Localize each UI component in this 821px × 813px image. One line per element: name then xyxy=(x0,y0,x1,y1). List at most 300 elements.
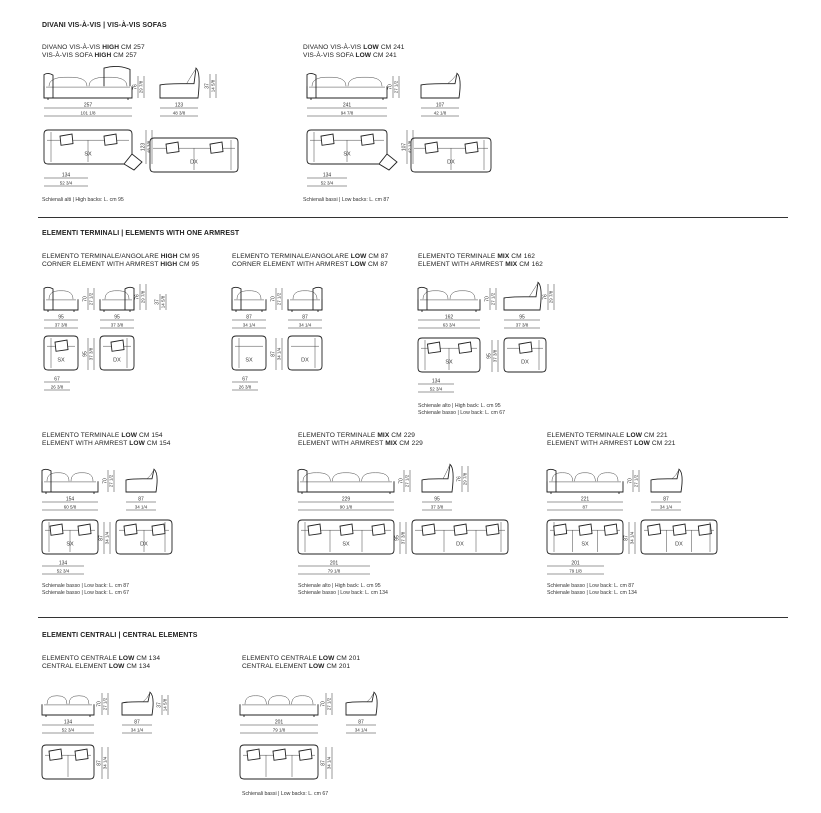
plan-view xyxy=(42,520,98,554)
dimension-value: 70 xyxy=(627,478,634,484)
dimension-inches: 14 5/8 xyxy=(160,295,166,309)
dimension-value: 37 xyxy=(204,83,211,89)
dimension-value: 67 xyxy=(242,376,248,383)
dimension-inches: 14 5/8 xyxy=(162,698,168,712)
dimension-value: 229 xyxy=(341,496,351,503)
dimension-value: 134 xyxy=(58,560,68,567)
pillow xyxy=(554,524,567,535)
side-label: SX xyxy=(343,151,351,158)
sofa-outline xyxy=(42,704,94,715)
side-label: SX xyxy=(581,541,589,548)
pillow xyxy=(454,524,467,535)
back-cushion xyxy=(187,70,195,84)
dimension-value: 70 xyxy=(270,296,277,302)
title-it: DIVANO VIS-À-VIS HIGH CM 257 xyxy=(42,44,145,51)
pillow xyxy=(308,524,321,535)
side-label: DX xyxy=(521,359,529,366)
dimension-value: 95 xyxy=(82,351,89,357)
plan-view xyxy=(418,338,480,372)
pillow xyxy=(579,524,592,535)
note-line: Schienale alto | High back: L. cm 95 xyxy=(298,583,381,589)
dimension-inches: 52 3/4 xyxy=(59,180,73,186)
dimension-inches: 34 1/4 xyxy=(102,756,108,770)
back-cushion xyxy=(268,696,289,704)
dimension-inches: 29 7/8 xyxy=(548,290,554,304)
dimension-value: 95 xyxy=(114,314,120,321)
back-cushion xyxy=(552,473,573,481)
dimension-value: 95 xyxy=(58,314,64,321)
plan-view xyxy=(641,520,717,554)
dimension-value: 134 xyxy=(431,378,441,385)
dimension-value: 76 xyxy=(132,84,139,90)
armrest xyxy=(313,287,322,310)
pillow xyxy=(75,749,88,760)
pillow xyxy=(648,524,661,535)
note-line: Schienale basso | Low back: L. cm 87 xyxy=(547,583,634,589)
dimension-value: 107 xyxy=(401,142,408,152)
pillow xyxy=(361,134,374,145)
product-notes xyxy=(547,583,637,597)
front-view xyxy=(100,287,134,312)
dimension-inches: 27 1/2 xyxy=(276,292,282,306)
dimension-inches: 48 3/8 xyxy=(172,110,186,116)
title-en: ELEMENT WITH ARMREST MIX CM 229 xyxy=(298,440,423,447)
front-view xyxy=(547,469,623,494)
plan-view xyxy=(150,138,238,172)
side-view xyxy=(651,469,682,492)
sofa-outline xyxy=(232,299,266,310)
back-cushion xyxy=(450,291,475,299)
front-view xyxy=(44,66,132,100)
note-line: Schienale basso | Low back: L. cm 67 xyxy=(418,410,505,416)
dimension-value: 37 xyxy=(156,702,163,708)
dimension-inches: 79 1/8 xyxy=(327,568,341,574)
title-it: ELEMENTO TERMINALE LOW CM 221 xyxy=(547,432,668,439)
back-cushion xyxy=(332,473,359,481)
dimension-value: 87 xyxy=(98,535,105,541)
dimension-inches: 27 1/2 xyxy=(404,474,410,488)
side-label: SX xyxy=(245,357,253,364)
drawing xyxy=(40,685,190,795)
pillow xyxy=(49,749,62,760)
title-it: ELEMENTO TERMINALE/ANGOLARE LOW CM 87 xyxy=(232,253,389,260)
drawing xyxy=(303,66,518,211)
dimension-value: 257 xyxy=(83,102,93,109)
dimension-value: 87 xyxy=(270,351,277,357)
side-view xyxy=(504,282,541,310)
pillow xyxy=(78,524,91,535)
pillow xyxy=(124,154,142,170)
back-cushion xyxy=(245,696,266,704)
back-cushion xyxy=(71,473,93,481)
front-view xyxy=(42,469,98,494)
dimension-inches: 37 3/8 xyxy=(88,347,94,361)
armrest xyxy=(298,469,307,492)
dimension-value: 70 xyxy=(320,701,327,707)
dimension-value: 87 xyxy=(358,719,364,726)
back-cushion xyxy=(292,696,313,704)
dimension-inches: 34 1/4 xyxy=(276,347,282,361)
product-notes xyxy=(42,583,129,597)
pillow xyxy=(459,342,472,353)
sofa-outline xyxy=(288,299,322,310)
dimension-value: 87 xyxy=(246,314,252,321)
product-notes xyxy=(298,583,388,597)
product-title xyxy=(242,655,360,671)
plan-view xyxy=(42,745,94,779)
dimension-inches: 37 3/8 xyxy=(515,322,529,328)
side-label: DX xyxy=(113,357,121,364)
dimension-value: 154 xyxy=(65,496,75,503)
side-label: SX xyxy=(66,541,74,548)
title-en: ELEMENT WITH ARMREST LOW CM 221 xyxy=(547,440,676,447)
side-label: SX xyxy=(445,359,453,366)
high-back xyxy=(104,66,130,86)
dimension-value: 95 xyxy=(519,314,525,321)
plan-view xyxy=(298,520,394,554)
note-line: Schienale basso | Low back: L. cm 134 xyxy=(547,590,637,596)
pillow xyxy=(486,524,499,535)
plan-view xyxy=(288,336,322,370)
sofa-outline xyxy=(100,299,134,310)
side-profile xyxy=(422,464,453,492)
note-line: Schienale basso | Low back: L. cm 67 xyxy=(42,590,129,596)
drawing xyxy=(40,462,190,602)
dimension-inches: 37 3/8 xyxy=(54,322,68,328)
pillow xyxy=(50,524,63,535)
dimension-value: 70 xyxy=(387,84,394,90)
dimension-inches: 52 3/4 xyxy=(429,386,443,392)
section-title-vis: DIVANI VIS-À-VIS | VIS-À-VIS SOFAS xyxy=(42,22,167,29)
dimension-value: 134 xyxy=(61,172,71,179)
dimension-inches: 101 1/8 xyxy=(80,110,96,116)
dimension-value: 95 xyxy=(394,535,401,541)
armrest xyxy=(418,287,427,310)
dimension-value: 241 xyxy=(342,102,352,109)
front-view xyxy=(240,696,318,717)
title-en: CENTRAL ELEMENT LOW CM 134 xyxy=(42,663,151,670)
sofa-outline xyxy=(298,481,394,492)
front-view xyxy=(298,469,394,494)
dimension-value: 123 xyxy=(174,102,184,109)
armrest xyxy=(125,287,134,310)
side-label: DX xyxy=(675,541,683,548)
dimension-inches: 34 1/4 xyxy=(134,504,148,510)
dimension-inches: 52 3/4 xyxy=(320,180,334,186)
dimension-value: 37 xyxy=(154,299,161,305)
pillow xyxy=(422,524,435,535)
product-title xyxy=(42,432,171,448)
divider xyxy=(38,217,788,218)
side-label: DX xyxy=(456,541,464,548)
pillow xyxy=(428,342,441,353)
product-title xyxy=(232,253,388,269)
armrest xyxy=(44,287,53,310)
drawing xyxy=(296,462,496,602)
back-cushion xyxy=(348,77,382,86)
back-cushion xyxy=(89,77,127,86)
dimension-inches: 27 1/2 xyxy=(326,697,332,711)
dimension-value: 87 xyxy=(302,314,308,321)
drawing xyxy=(416,280,576,400)
dimension-value: 134 xyxy=(63,719,73,726)
back-cushion xyxy=(575,473,596,481)
dimension-inches: 27 1/2 xyxy=(88,292,94,306)
pillow xyxy=(166,142,179,153)
plan-view xyxy=(547,520,623,554)
product-title xyxy=(298,432,423,448)
dimension-value: 134 xyxy=(322,172,332,179)
title-it: ELEMENTO CENTRALE LOW CM 134 xyxy=(42,655,161,662)
side-label: SX xyxy=(57,357,65,364)
back-cushion xyxy=(47,473,69,481)
product-title xyxy=(42,44,145,60)
dimension-value: 67 xyxy=(54,376,60,383)
dimension-inches: 60 5/8 xyxy=(63,504,77,510)
note-line: Schienali bassi | Low backs: L. cm 67 xyxy=(242,791,329,797)
back-cushion xyxy=(362,473,389,481)
plan-view xyxy=(100,336,134,370)
dimension-inches: 79 1/8 xyxy=(272,727,286,733)
dimension-value: 70 xyxy=(82,296,89,302)
dimension-value: 70 xyxy=(484,296,491,302)
dimension-value: 76 xyxy=(456,476,463,482)
side-view xyxy=(421,73,460,98)
plan-view xyxy=(44,130,132,164)
drawing xyxy=(228,280,358,400)
armrest xyxy=(44,73,53,98)
dimension-inches: 42 1/8 xyxy=(407,140,413,154)
dimension-inches: 27 1/2 xyxy=(102,697,108,711)
plan-view xyxy=(411,138,491,172)
front-view xyxy=(44,287,78,312)
dimension-value: 87 xyxy=(663,496,669,503)
side-label: DX xyxy=(447,159,455,166)
pillow xyxy=(55,340,68,351)
dimension-inches: 29 7/8 xyxy=(140,290,146,304)
side-label: DX xyxy=(140,541,148,548)
product-title xyxy=(547,432,676,448)
note-line: Schienale basso | Low back: L. cm 87 xyxy=(42,583,129,589)
dimension-inches: 42 1/8 xyxy=(433,110,447,116)
front-view xyxy=(42,696,94,717)
product-title xyxy=(42,253,199,269)
drawing xyxy=(40,66,240,211)
pillow xyxy=(210,142,223,153)
dimension-value: 87 xyxy=(623,535,630,541)
plan-view xyxy=(240,745,318,779)
front-view xyxy=(418,287,480,312)
pillow xyxy=(273,749,286,760)
front-view xyxy=(288,287,322,312)
dimension-inches: 37 3/8 xyxy=(110,322,124,328)
dimension-inches: 14 5/8 xyxy=(210,79,216,93)
side-label: DX xyxy=(301,357,309,364)
plan-view xyxy=(504,338,546,372)
dimension-inches: 52 3/4 xyxy=(61,727,75,733)
pillow xyxy=(247,749,260,760)
drawing xyxy=(238,685,388,795)
dimension-inches: 52 3/4 xyxy=(56,568,70,574)
dimension-value: 87 xyxy=(134,719,140,726)
pillow xyxy=(60,134,73,145)
dimension-inches: 26 3/8 xyxy=(50,384,64,390)
dimension-value: 201 xyxy=(274,719,284,726)
pillow xyxy=(111,340,124,351)
front-view xyxy=(307,73,387,100)
side-view xyxy=(160,68,199,98)
plan-view xyxy=(232,336,266,370)
title-it: ELEMENTO TERMINALE MIX CM 162 xyxy=(418,253,535,260)
sofa-outline xyxy=(307,86,387,98)
title-en: ELEMENT WITH ARMREST MIX CM 162 xyxy=(418,261,543,268)
armrest xyxy=(42,469,51,492)
plan-outline xyxy=(288,336,322,370)
dimension-inches: 34 1/4 xyxy=(354,727,368,733)
armrest xyxy=(232,287,241,310)
back-cushion xyxy=(597,473,618,481)
side-view xyxy=(422,464,453,492)
back-cushion xyxy=(448,75,456,83)
product-notes xyxy=(303,197,389,204)
product-notes xyxy=(42,197,124,204)
title-en: CENTRAL ELEMENT LOW CM 201 xyxy=(242,663,351,670)
dimension-value: 76 xyxy=(542,294,549,300)
sofa-outline xyxy=(547,481,623,492)
note-line: Schienale alto | High back: L. cm 95 xyxy=(418,403,501,409)
drawing xyxy=(545,462,705,602)
pillow xyxy=(465,142,478,153)
side-view xyxy=(122,692,153,715)
dimension-value: 70 xyxy=(96,701,103,707)
title-it: DIVANO VIS-À-VIS LOW CM 241 xyxy=(303,44,405,51)
dimension-value: 87 xyxy=(138,496,144,503)
pillow xyxy=(152,524,165,535)
title-it: ELEMENTO TERMINALE LOW CM 154 xyxy=(42,432,163,439)
dimension-inches: 34 1/4 xyxy=(104,531,110,545)
dimension-value: 70 xyxy=(398,478,405,484)
drawing xyxy=(40,280,190,400)
dimension-inches: 37 3/8 xyxy=(400,531,406,545)
product-notes xyxy=(418,403,505,417)
pillow xyxy=(299,749,312,760)
plan-view xyxy=(412,520,508,554)
sofa-outline xyxy=(44,299,78,310)
pillow xyxy=(698,524,711,535)
side-view xyxy=(346,692,377,715)
armrest xyxy=(307,73,316,98)
back-cushion xyxy=(69,696,89,704)
pillow xyxy=(104,134,117,145)
dimension-inches: 34 1/4 xyxy=(298,322,312,328)
product-title xyxy=(303,44,405,60)
dimension-value: 76 xyxy=(134,294,141,300)
section-title-central: ELEMENTI CENTRALI | CENTRAL ELEMENTS xyxy=(42,632,198,639)
dimension-inches: 29 7/8 xyxy=(462,472,468,486)
section-title-terminal: ELEMENTI TERMINALI | ELEMENTS WITH ONE ARMREST xyxy=(42,230,240,237)
title-en: CORNER ELEMENT WITH ARMREST LOW CM 87 xyxy=(232,261,388,268)
pillow xyxy=(372,524,385,535)
note-line: Schienali bassi | Low backs: L. cm 87 xyxy=(303,197,390,203)
side-view xyxy=(126,469,157,492)
sofa-outline xyxy=(44,86,132,98)
side-profile xyxy=(421,73,460,98)
dimension-inches: 79 1/8 xyxy=(569,568,582,574)
dimension-value: 95 xyxy=(434,496,440,503)
dimension-value: 123 xyxy=(140,142,147,152)
dimension-inches: 34 1/4 xyxy=(242,322,256,328)
plan-outline xyxy=(232,336,266,370)
dimension-value: 95 xyxy=(486,353,493,359)
note-line: Schienali alti | High backs: L. cm 95 xyxy=(42,197,124,203)
pillow xyxy=(340,524,353,535)
side-label: SX xyxy=(84,151,92,158)
sofa-outline xyxy=(240,704,318,715)
dimension-inches: 94 7/8 xyxy=(340,110,354,116)
dimension-value: 87 xyxy=(320,760,327,766)
dimension-inches: 37 3/8 xyxy=(492,349,498,363)
title-en: VIS-À-VIS SOFA HIGH CM 257 xyxy=(42,52,137,59)
dimension-inches: 90 1/8 xyxy=(339,504,353,510)
dimension-value: 107 xyxy=(435,102,445,109)
dimension-inches: 34 1/4 xyxy=(326,756,332,770)
title-en: ELEMENT WITH ARMREST LOW CM 154 xyxy=(42,440,171,447)
pillow xyxy=(124,524,137,535)
dimension-inches: 34 1/4 xyxy=(659,504,673,510)
dimension-inches: 63 3/4 xyxy=(442,322,456,328)
plan-view xyxy=(44,336,78,370)
pillow xyxy=(673,524,686,535)
title-it: ELEMENTO TERMINALE MIX CM 229 xyxy=(298,432,415,439)
divider xyxy=(38,617,788,618)
sofa-outline xyxy=(42,481,98,492)
dimension-inches: 27 1/2 xyxy=(633,474,639,488)
dimension-inches: 87 xyxy=(582,504,588,510)
title-it: ELEMENTO CENTRALE LOW CM 201 xyxy=(242,655,361,662)
dimension-inches: 48 3/8 xyxy=(146,140,152,154)
dimension-value: 162 xyxy=(444,314,454,321)
back-cushion xyxy=(47,696,67,704)
note-line: Schienale basso | Low back: L. cm 134 xyxy=(298,590,388,596)
back-cushion xyxy=(49,77,87,86)
dimension-inches: 34 1/4 xyxy=(130,727,144,733)
product-notes xyxy=(242,791,328,798)
pillow xyxy=(321,134,334,145)
front-view xyxy=(232,287,266,312)
back-cushion xyxy=(312,77,346,86)
dimension-inches: 26 3/8 xyxy=(238,384,252,390)
product-title xyxy=(418,253,543,269)
dimension-inches: 29 7/8 xyxy=(138,80,144,94)
dimension-inches: 27 1/2 xyxy=(490,292,496,306)
plan-view xyxy=(307,130,387,164)
dimension-inches: 37 3/8 xyxy=(430,504,444,510)
pillow xyxy=(604,524,617,535)
plan-view xyxy=(116,520,172,554)
dimension-value: 201 xyxy=(571,560,580,567)
dimension-value: 70 xyxy=(102,478,109,484)
pillow xyxy=(379,154,397,170)
dimension-value: 87 xyxy=(96,760,103,766)
dimension-inches: 34 1/4 xyxy=(629,531,635,545)
side-label: DX xyxy=(190,159,198,166)
dimension-inches: 27 1/2 xyxy=(393,80,399,94)
armrest xyxy=(547,469,556,492)
title-en: CORNER ELEMENT WITH ARMREST HIGH CM 95 xyxy=(42,261,200,268)
dimension-value: 221 xyxy=(580,496,590,503)
title-it: ELEMENTO TERMINALE/ANGOLARE HIGH CM 95 xyxy=(42,253,200,260)
product-title xyxy=(42,655,160,671)
